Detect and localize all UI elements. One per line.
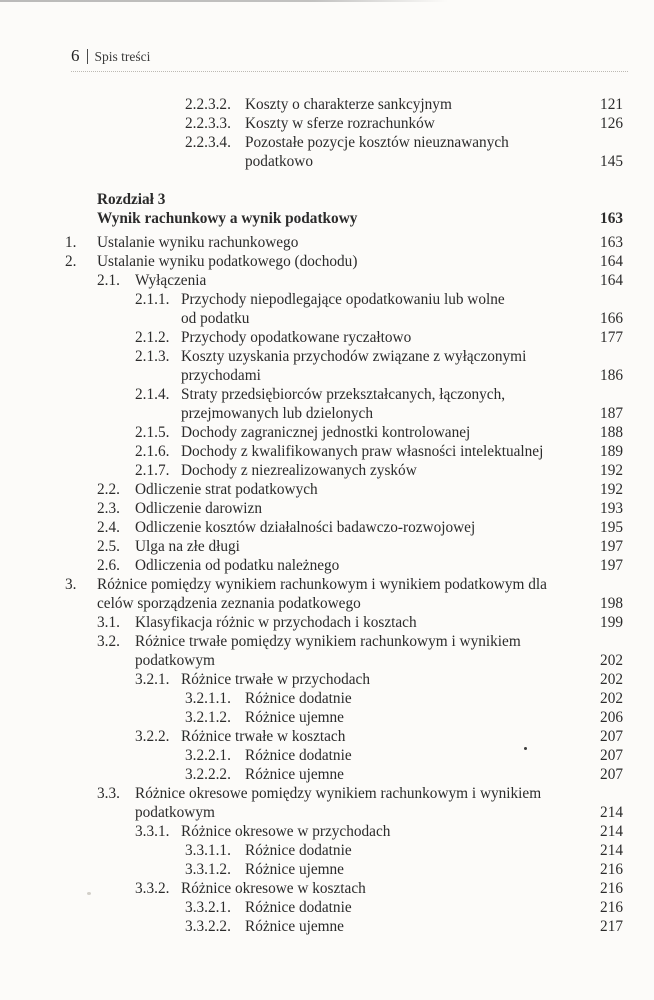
toc-entry-page: 164 xyxy=(600,253,623,270)
toc-entry-text xyxy=(181,879,581,898)
toc-entry-text xyxy=(245,689,581,708)
toc-entry-number: 2.2. xyxy=(97,481,120,498)
toc-entry-line: Dochody z kwalifikowanych praw własności intelektualnej xyxy=(181,443,544,460)
toc-entry-page: 214 xyxy=(600,842,623,859)
toc-entry-line: Przychody opodatkowane ryczałtowo xyxy=(181,329,412,346)
toc-entry-page: 121 xyxy=(600,96,623,113)
toc-entry-line: Odliczenie darowizn xyxy=(135,500,262,517)
toc-entry-line: Dochody zagranicznej jednostki kontrolowanej xyxy=(181,424,471,441)
scan-edge-artifact xyxy=(0,0,448,2)
toc-entry-page: 199 xyxy=(600,614,623,631)
toc-entry-line: Różnice ujemne xyxy=(245,861,344,878)
toc-entry-page: 207 xyxy=(600,766,623,783)
toc-entry xyxy=(65,575,623,613)
chapter-title: Wynik rachunkowy a wynik podatkowy xyxy=(97,210,358,227)
toc-entry-page: 164 xyxy=(600,272,623,289)
toc-entry-text xyxy=(181,385,581,423)
toc-entry-line: podatkowym xyxy=(135,652,215,669)
toc-entry xyxy=(185,114,623,133)
toc-entry-line: Różnice okresowe pomiędzy wynikiem rachunkowym i wynikiem xyxy=(135,785,542,802)
toc-entry-page: 163 xyxy=(600,234,623,251)
toc-entry-number: 3.2.2.1. xyxy=(185,747,231,764)
toc-entry-number: 3.2.1.2. xyxy=(185,709,231,726)
toc-entry xyxy=(135,442,623,461)
toc-entry-line: Ustalanie wyniku podatkowego (dochodu) xyxy=(97,253,358,270)
toc-entry-page: 198 xyxy=(600,595,623,612)
toc-entry-line: Różnice trwałe pomiędzy wynikiem rachunkowym i wynikiem xyxy=(135,633,521,650)
scan-speck-artifact xyxy=(87,892,91,895)
toc-entry-page: 202 xyxy=(600,652,623,669)
toc-entry-line: Różnice dodatnie xyxy=(245,842,352,859)
toc-entry-line: Różnice ujemne xyxy=(245,918,344,935)
chapter-label: Rozdział 3 xyxy=(97,191,166,208)
toc-entry-line: Różnice okresowe w kosztach xyxy=(181,880,366,897)
toc-entry-text xyxy=(97,252,581,271)
toc-entry-number: 2.1.6. xyxy=(135,443,170,460)
page-header xyxy=(71,46,628,72)
toc-entry-line: Dochody z niezrealizowanych zysków xyxy=(181,462,417,479)
toc-entry-text xyxy=(181,347,581,385)
toc-entry-number: 2.1.2. xyxy=(135,329,170,346)
toc-entry-number: 2.1.3. xyxy=(135,348,170,365)
toc-entry-page: 214 xyxy=(600,804,623,821)
toc-entry-number: 3.3. xyxy=(97,785,120,802)
toc-entry xyxy=(185,898,623,917)
toc-entry-page: 189 xyxy=(600,443,623,460)
toc-entry-number: 2.5. xyxy=(97,538,120,555)
toc-entry xyxy=(135,727,623,746)
toc-entry-text xyxy=(135,499,581,518)
toc-entry-page: 216 xyxy=(600,861,623,878)
toc-entry-number: 3.2.1.1. xyxy=(185,690,231,707)
toc-entry-page: 193 xyxy=(600,500,623,517)
toc-entry-number: 2. xyxy=(65,253,77,270)
table-of-contents xyxy=(65,95,623,936)
toc-entry-line: Różnice trwałe w kosztach xyxy=(181,728,346,745)
toc-entry-number: 3.2. xyxy=(97,633,120,650)
toc-entry xyxy=(135,879,623,898)
toc-entry-line: Ulga na złe długi xyxy=(135,538,240,555)
toc-entry-number: 1. xyxy=(65,234,77,251)
toc-entry-text xyxy=(181,423,581,442)
chapter-title-row xyxy=(97,209,623,228)
toc-entry xyxy=(135,290,623,328)
scan-speck-artifact xyxy=(524,747,527,750)
toc-entry-page: 188 xyxy=(600,424,623,441)
toc-entry-text xyxy=(245,898,581,917)
header-page-number: 6 xyxy=(71,46,80,65)
toc-entry-text xyxy=(245,746,581,765)
toc-entry-number: 2.2.3.4. xyxy=(185,134,231,151)
toc-entry xyxy=(135,670,623,689)
toc-entry-text xyxy=(181,442,581,461)
toc-entry-line: Różnice ujemne xyxy=(245,709,344,726)
toc-entry-line: Koszty w sferze rozrachunków xyxy=(245,115,435,132)
toc-entry-page: 145 xyxy=(600,153,623,170)
toc-entry-text xyxy=(181,328,581,347)
toc-entry-text xyxy=(135,271,581,290)
toc-entry-text xyxy=(135,784,581,822)
toc-entry-page: 217 xyxy=(600,918,623,935)
toc-entry-text xyxy=(245,708,581,727)
toc-entry xyxy=(97,518,623,537)
toc-entry-number: 3.3.2.1. xyxy=(185,899,231,916)
toc-entry xyxy=(97,271,623,290)
toc-entry-line: Różnice dodatnie xyxy=(245,899,352,916)
toc-entry-text xyxy=(181,461,581,480)
toc-entry-text xyxy=(245,133,581,171)
header-title: Spis treści xyxy=(94,49,151,64)
toc-entry-number: 3.3.1. xyxy=(135,823,170,840)
toc-entry-page: 216 xyxy=(600,880,623,897)
toc-entry-text xyxy=(245,841,581,860)
toc-entry-page: 202 xyxy=(600,690,623,707)
toc-entry xyxy=(185,917,623,936)
toc-entry-page: 206 xyxy=(600,709,623,726)
toc-entry xyxy=(97,499,623,518)
toc-entry-number: 3.3.1.1. xyxy=(185,842,231,859)
toc-entry xyxy=(65,252,623,271)
toc-entry xyxy=(97,537,623,556)
toc-entry xyxy=(135,822,623,841)
toc-entry-line: Odliczenie strat podatkowych xyxy=(135,481,318,498)
toc-entry-page: 202 xyxy=(600,671,623,688)
chapter-heading xyxy=(65,190,623,228)
toc-entry xyxy=(185,689,623,708)
toc-entry-line: Różnice okresowe w przychodach xyxy=(181,823,391,840)
toc-entry-text xyxy=(97,233,581,252)
toc-entry-number: 3.1. xyxy=(97,614,120,631)
chapter-page: 163 xyxy=(600,210,623,227)
toc-entry-line: Wyłączenia xyxy=(135,272,207,289)
toc-entry-line: podatkowym xyxy=(135,804,215,821)
toc-entry-page: 195 xyxy=(600,519,623,536)
toc-entry xyxy=(135,347,623,385)
toc-entry-page: 166 xyxy=(600,310,623,327)
toc-entry xyxy=(97,632,623,670)
toc-entry-text xyxy=(135,537,581,556)
toc-entry-number: 2.3. xyxy=(97,500,120,517)
toc-entry-text xyxy=(245,860,581,879)
toc-entry-number: 2.1.7. xyxy=(135,462,170,479)
toc-entry xyxy=(65,233,623,252)
toc-entry-number: 3.3.2.2. xyxy=(185,918,231,935)
toc-entry-number: 2.1. xyxy=(97,272,120,289)
toc-entry-number: 2.1.4. xyxy=(135,386,170,403)
toc-entry xyxy=(97,556,623,575)
toc-entry-line: Różnice pomiędzy wynikiem rachunkowym i wynikiem podatkowym dla xyxy=(97,576,547,593)
toc-entry-page: 192 xyxy=(600,462,623,479)
toc-entry xyxy=(185,708,623,727)
toc-entry xyxy=(185,746,623,765)
toc-entry xyxy=(185,841,623,860)
toc-entry-number: 2.2.3.3. xyxy=(185,115,231,132)
toc-entry-page: 177 xyxy=(600,329,623,346)
toc-entry-number: 3.3.1.2. xyxy=(185,861,231,878)
toc-entry-text xyxy=(181,822,581,841)
toc-entry xyxy=(135,423,623,442)
toc-entry-text xyxy=(245,114,581,133)
toc-entry-text xyxy=(135,480,581,499)
toc-entry-line: Odliczenia od podatku należnego xyxy=(135,557,340,574)
toc-entry-number: 2.4. xyxy=(97,519,120,536)
toc-entry-page: 187 xyxy=(600,405,623,422)
toc-entry xyxy=(185,133,623,171)
toc-entry-line: Klasyfikacja różnic w przychodach i kosztach xyxy=(135,614,417,631)
toc-entry-line: Odliczenie kosztów działalności badawczo-rozwojowej xyxy=(135,519,476,536)
toc-entry xyxy=(185,765,623,784)
toc-entry-page: 207 xyxy=(600,747,623,764)
toc-entry xyxy=(97,480,623,499)
toc-entry xyxy=(185,95,623,114)
toc-entry-page: 186 xyxy=(600,367,623,384)
toc-entry-line: Pozostałe pozycje kosztów nieuznawanych xyxy=(245,134,509,151)
toc-entry xyxy=(97,784,623,822)
toc-entry-text xyxy=(135,632,581,670)
toc-entry-number: 3. xyxy=(65,576,77,593)
toc-entry-page: 197 xyxy=(600,557,623,574)
toc-entry xyxy=(135,328,623,347)
toc-entry-page: 214 xyxy=(600,823,623,840)
toc-entry-number: 3.2.1. xyxy=(135,671,170,688)
toc-entry-number: 3.2.2.2. xyxy=(185,766,231,783)
toc-entry xyxy=(135,461,623,480)
toc-entry-line: Koszty o charakterze sankcyjnym xyxy=(245,96,452,113)
toc-entry-line: celów sporządzenia zeznania podatkowego xyxy=(97,595,361,612)
toc-entry-line: Koszty uzyskania przychodów związane z wyłączonymi xyxy=(181,348,527,365)
toc-entry-line: Różnice trwałe w przychodach xyxy=(181,671,371,688)
toc-entry-number: 3.3.2. xyxy=(135,880,170,897)
toc-entry-page: 192 xyxy=(600,481,623,498)
toc-entry-number: 2.1.1. xyxy=(135,291,170,308)
toc-entry-line: Różnice dodatnie xyxy=(245,747,352,764)
toc-entry-line: przejmowanych lub dzielonych xyxy=(181,405,373,422)
toc-entry-page: 197 xyxy=(600,538,623,555)
toc-entry-line: przychodami xyxy=(181,367,261,384)
toc-entry-number: 2.6. xyxy=(97,557,120,574)
toc-entry-text xyxy=(135,613,581,632)
toc-entry-line: Ustalanie wyniku rachunkowego xyxy=(97,234,299,251)
toc-entry-line: Straty przedsiębiorców przekształcanych, łączonych, xyxy=(181,386,506,403)
toc-entry-text xyxy=(97,575,581,613)
toc-entry-number: 2.2.3.2. xyxy=(185,96,231,113)
toc-entry-page: 126 xyxy=(600,115,623,132)
toc-entry-text xyxy=(135,556,581,575)
toc-entry-page: 207 xyxy=(600,728,623,745)
toc-entry xyxy=(135,385,623,423)
header-divider xyxy=(87,49,88,64)
toc-entry-line: podatkowo xyxy=(245,153,313,170)
toc-entry-text xyxy=(245,765,581,784)
toc-entry-text xyxy=(181,670,581,689)
toc-entry-line: Różnice dodatnie xyxy=(245,690,352,707)
toc-entry-text xyxy=(245,917,581,936)
toc-entry-line: Przychody niepodlegające opodatkowaniu lub wolne xyxy=(181,291,505,308)
toc-entry-number: 3.2.2. xyxy=(135,728,170,745)
toc-entry-line: Różnice ujemne xyxy=(245,766,344,783)
toc-entry-number: 2.1.5. xyxy=(135,424,170,441)
toc-entry-text xyxy=(135,518,581,537)
toc-entry xyxy=(97,613,623,632)
toc-entry-text xyxy=(181,290,581,328)
toc-entry-line: od podatku xyxy=(181,310,250,327)
toc-entry xyxy=(185,860,623,879)
toc-entry-text xyxy=(181,727,581,746)
toc-entry-text xyxy=(245,95,581,114)
toc-entry-page: 216 xyxy=(600,899,623,916)
